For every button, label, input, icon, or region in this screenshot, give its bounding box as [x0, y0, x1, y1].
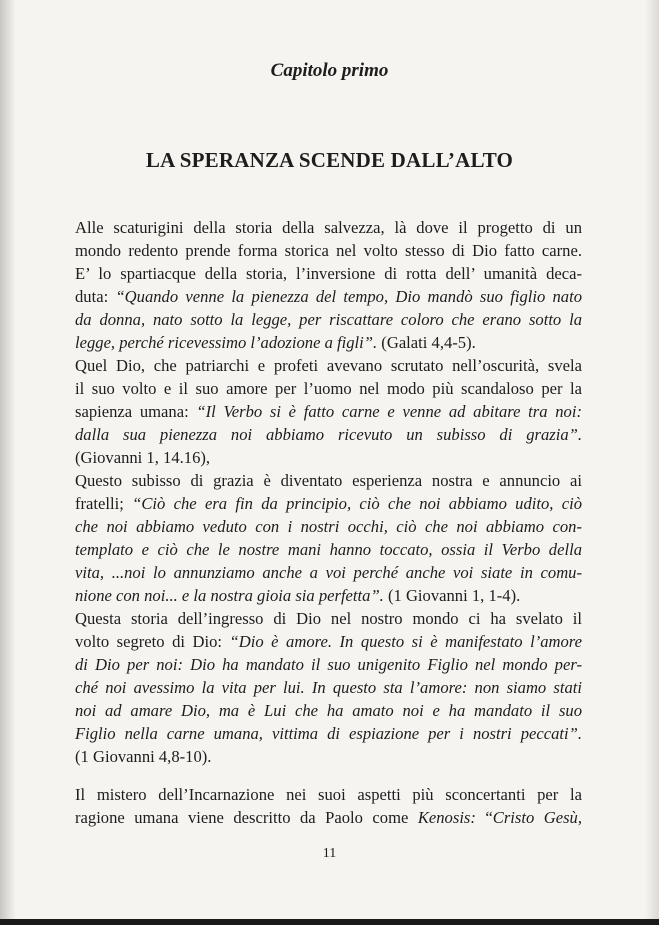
text-line — [75, 607, 582, 630]
text-line — [75, 400, 582, 423]
text-line — [75, 783, 582, 806]
text-line — [75, 676, 582, 699]
text-line — [75, 354, 582, 377]
quotation-text: Kenosis: — [417, 808, 476, 827]
body-text-segment: ragione umana viene descritto da Paolo come — [75, 808, 418, 827]
text-line — [75, 423, 582, 446]
quotation-text: legge, perché ricevessimo l’adozione a figli”. — [75, 333, 378, 352]
text-line — [75, 285, 582, 308]
body-text-segment: E’ lo spartiacque della storia, l’inversione di rotta dell’ umanità deca- — [75, 264, 582, 283]
quotation-text: ché noi avessimo la vita per lui. In questo sta l’amore: non siamo stati — [75, 678, 582, 697]
body-text-segment: il suo volto e il suo amore per l’uomo nel modo più scandaloso per la — [75, 379, 582, 398]
quotation-text: vita, ...noi lo annunziamo anche a voi perché anche voi siate in comu- — [75, 563, 582, 582]
text-line — [75, 699, 582, 722]
body-text-segment: Questa storia dell’ingresso di Dio nel nostro mondo ci ha svelato il — [75, 609, 582, 628]
body-text-segment: Alle scaturigini della storia della salvezza, là dove il progetto di un — [75, 218, 582, 237]
quotation-text: di Dio per noi: Dio ha mandato il suo unigenito Figlio nel mondo per- — [75, 655, 582, 674]
body-text-segment: Quel Dio, che patriarchi e profeti avevano scrutato nell’oscurità, svela — [75, 356, 582, 375]
quotation-text: Figlio nella carne umana, vittima di espiazione per i nostri peccati”. — [75, 724, 582, 743]
body-text-segment: duta: — [75, 287, 116, 306]
text-line — [75, 331, 582, 354]
chapter-label: Capitolo primo — [270, 60, 389, 81]
body-text-segment: “ — [475, 808, 493, 827]
text-line — [75, 492, 582, 515]
page-binding-shadow — [0, 0, 16, 925]
text-line — [75, 262, 582, 285]
page-edge-shadow — [645, 0, 659, 925]
text-line — [75, 377, 582, 400]
body-text-segment: (Galati 4,4-5). — [377, 333, 476, 352]
chapter-title: LA SPERANZA SCENDE DALL’ALTO — [145, 148, 514, 172]
body-text — [75, 216, 582, 829]
body-text-segment: (1 Giovanni 1, 1-4). — [383, 586, 521, 605]
text-line — [75, 630, 582, 653]
body-text-segment: Questo subisso di grazia è diventato esperienza nostra e annuncio ai — [75, 471, 582, 490]
body-text-segment: fratelli; — [75, 494, 133, 513]
text-line — [75, 469, 582, 492]
body-text-segment: mondo redento prende forma storica nel volto stesso di Dio fatto carne. — [75, 241, 582, 260]
text-line — [75, 446, 582, 469]
text-line — [75, 308, 582, 331]
body-text-segment: volto segreto di Dio: — [75, 632, 230, 651]
quotation-text: “Il Verbo si è fatto carne e venne ad abitare tra noi: — [196, 402, 582, 421]
text-line — [75, 584, 582, 607]
quotation-text: dalla sua pienezza noi abbiamo ricevuto un subisso di grazia”. — [75, 425, 582, 444]
body-text-segment: sapienza umana: — [75, 402, 197, 421]
quotation-text: Cristo Gesù, — [492, 808, 582, 827]
quotation-text: templato e ciò che le nostre mani hanno toccato, ossia il Verbo della — [75, 540, 582, 559]
text-line — [75, 216, 582, 239]
text-line — [75, 653, 582, 676]
quotation-text: da donna, nato sotto la legge, per riscattare coloro che erano sotto la — [75, 310, 582, 329]
body-text-segment: Il mistero dell’Incarnazione nei suoi aspetti più sconcertanti per la — [75, 785, 582, 804]
text-line — [75, 745, 582, 768]
quotation-text: “Quando venne la pienezza del tempo, Dio mandò suo figlio nato — [115, 287, 583, 306]
page-number: 11 — [322, 846, 337, 861]
scan-bottom-edge — [0, 919, 659, 925]
quotation-text: “Dio è amore. In questo si è manifestato l’amore — [229, 632, 583, 651]
text-line — [75, 722, 582, 745]
text-line — [75, 538, 582, 561]
body-text-segment: (Giovanni 1, 14.16), — [75, 448, 211, 467]
text-line — [75, 239, 582, 262]
quotation-text: noi ad amare Dio, ma è Lui che ha amato noi e ha mandato il suo — [75, 701, 582, 720]
body-text-segment: (1 Giovanni 4,8-10). — [75, 747, 212, 766]
text-line — [75, 515, 582, 538]
quotation-text: “Ciò che era fin da principio, ciò che noi abbiamo udito, ciò — [132, 494, 582, 513]
quotation-text: nione con noi... e la nostra gioia sia perfetta”. — [75, 586, 384, 605]
quotation-text: che noi abbiamo veduto con i nostri occhi, ciò che noi abbiamo con- — [75, 517, 582, 536]
text-line — [75, 561, 582, 584]
text-line — [75, 806, 582, 829]
